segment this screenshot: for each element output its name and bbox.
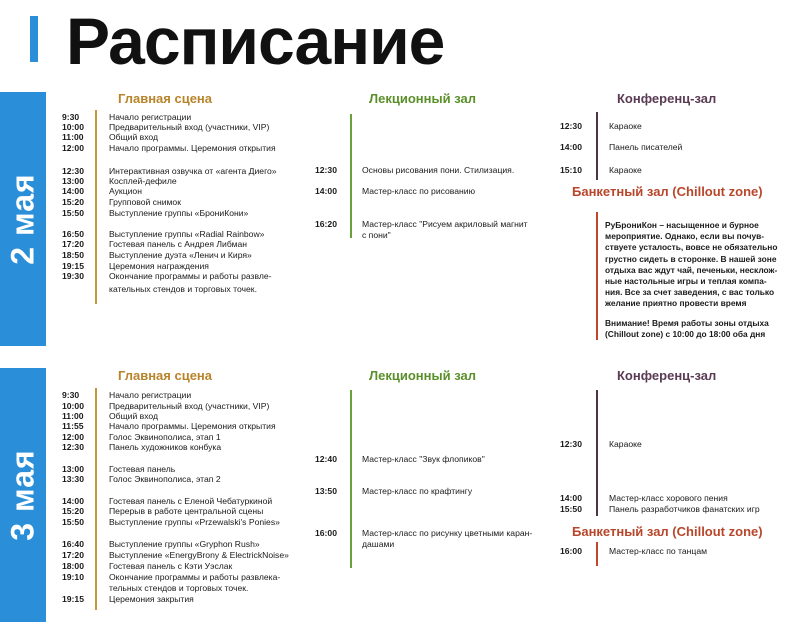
schedule-time: 14:00 <box>62 496 84 506</box>
schedule-event: Аукцион <box>109 186 142 196</box>
schedule-time: 17:20 <box>62 239 84 249</box>
schedule-event: Интерактивная озвучка от «агента Диего» <box>109 166 277 176</box>
schedule-time: 18:00 <box>62 561 84 571</box>
schedule-time: 12:30 <box>62 166 84 176</box>
schedule-event: Гостевая панель с Кэти Уэслак <box>109 561 233 571</box>
schedule-event: Косплей-дефиле <box>109 176 177 186</box>
schedule-event: Начало регистрации <box>109 390 192 400</box>
schedule-time: 12:30 <box>315 165 337 175</box>
banquet-hall-title: Банкетный зал (Chillout zone) <box>572 184 763 199</box>
schedule-event: Панель художников конбука <box>109 442 222 452</box>
schedule-time: 12:00 <box>62 432 84 442</box>
schedule-event: Церемония награждения <box>109 261 209 271</box>
schedule-time: 19:15 <box>62 261 84 271</box>
schedule-time: 19:10 <box>62 572 84 582</box>
schedule-time: 18:50 <box>62 250 84 260</box>
schedule-event: Начало регистрации <box>109 112 192 122</box>
schedule-event: Групповой снимок <box>109 197 181 207</box>
main-stage-divider <box>95 388 97 610</box>
description-line: мероприятие. Однако, если вы почув- <box>605 231 765 242</box>
schedule-event: Окончание программы и работы развлека- <box>109 572 281 582</box>
schedule-event: Общий вход <box>109 411 159 421</box>
schedule-event: Церемония закрытия <box>109 594 194 604</box>
schedule-time: 15:50 <box>62 517 84 527</box>
schedule-time: 15:20 <box>62 506 84 516</box>
lecture-hall-divider <box>350 390 352 568</box>
schedule-time: 16:00 <box>315 528 337 538</box>
schedule-time: 11:00 <box>62 132 84 142</box>
schedule-time: 15:10 <box>560 165 582 175</box>
description-line: грустно сидеть в сторонке. В нашей зоне <box>605 253 777 264</box>
schedule-event: Караоке <box>609 439 642 449</box>
schedule-time: 13:30 <box>62 474 84 484</box>
schedule-time: 13:00 <box>62 464 84 474</box>
schedule-time: 15:50 <box>560 504 582 514</box>
schedule-event: Гостевая панель с Еленой Чебатуркиной <box>109 496 273 506</box>
schedule-time: 13:50 <box>315 486 337 496</box>
schedule-time: 19:15 <box>62 594 84 604</box>
schedule-event: дашами <box>362 539 395 549</box>
main-stage-title: Главная сцена <box>118 91 213 106</box>
main-stage-title: Главная сцена <box>118 368 213 383</box>
chillout-zone-description <box>605 220 791 340</box>
schedule-time: 16:50 <box>62 229 84 239</box>
schedule-time: 10:00 <box>62 401 84 411</box>
schedule-time: 19:30 <box>62 271 84 281</box>
schedule-event: Гостевая панель с Андрея Либман <box>109 239 247 249</box>
schedule-event: Мастер-класс по рисованию <box>362 186 476 196</box>
description-line: (Chillout zone) с 10:00 до 18:00 оба дня <box>605 328 766 339</box>
schedule-time: 9:30 <box>62 390 80 400</box>
conference-hall-title: Конференц-зал <box>617 368 717 383</box>
schedule-event: Мастер-класс хорового пения <box>609 493 728 503</box>
schedule-time: 12:40 <box>315 454 337 464</box>
schedule-time: 14:00 <box>62 186 84 196</box>
schedule-event: Выступление группы «Gryphon Rush» <box>109 539 260 549</box>
schedule-event: Выступление группы «Radial Rainbow» <box>109 229 265 239</box>
schedule-event: с пони" <box>362 230 391 240</box>
schedule-time: 10:00 <box>62 122 84 132</box>
schedule-time: 11:55 <box>62 421 84 431</box>
schedule-time: 16:40 <box>62 539 84 549</box>
day-label: 2 мая <box>4 173 41 265</box>
schedule-time: 16:00 <box>560 546 582 556</box>
schedule-event: Выступление группы «БрониКони» <box>109 208 249 218</box>
lecture-hall-title: Лекционный зал <box>369 368 476 383</box>
day-label: 3 мая <box>4 449 41 541</box>
description-line <box>605 310 791 318</box>
schedule-event: Панель разработчиков фанатских игр <box>609 504 760 514</box>
schedule-time: 14:00 <box>560 493 582 503</box>
schedule-event: Начало программы. Церемония открытия <box>109 143 276 153</box>
description-line: ния. Все за счет заведения, с вас только <box>605 287 775 298</box>
schedule-event: Выступление «EnergyBrony & ElectrickNoise» <box>109 550 289 560</box>
schedule-event: тельных стендов и торговых точек. <box>109 583 249 593</box>
schedule-time: 14:00 <box>315 186 337 196</box>
schedule-event: Окончание программы и работы развле- <box>109 271 272 281</box>
lecture-hall-divider <box>350 114 352 238</box>
schedule-event: Караоке <box>609 165 642 175</box>
schedule-time: 15:20 <box>62 197 84 207</box>
schedule-time: 13:00 <box>62 176 84 186</box>
schedule-event: Начало программы. Церемония открытия <box>109 421 276 431</box>
title-accent-bar <box>30 16 38 62</box>
schedule-event: Гостевая панель <box>109 464 176 474</box>
schedule-event: Основы рисования пони. Стилизация. <box>362 165 515 175</box>
schedule-event: Мастер-класс "Звук флопиков" <box>362 454 485 464</box>
day-band-may-2 <box>0 92 46 346</box>
schedule-event: Голос Эквинополиса, этап 2 <box>109 474 221 484</box>
schedule-time: 17:20 <box>62 550 84 560</box>
conference-hall-divider <box>596 390 598 516</box>
schedule-time: 12:30 <box>560 439 582 449</box>
description-line: ствуете усталость, вовсе не обязательно <box>605 242 778 253</box>
schedule-time: 15:50 <box>62 208 84 218</box>
schedule-event: Мастер-класс по крафтингу <box>362 486 473 496</box>
conference-hall-title: Конференц-зал <box>617 91 717 106</box>
schedule-time: 14:00 <box>560 142 582 152</box>
description-line: Внимание! Время работы зоны отдыха <box>605 317 769 328</box>
description-line: отдыха вас ждут чай, печеньки, несклож- <box>605 264 778 275</box>
schedule-event: Мастер-класс по танцам <box>609 546 708 556</box>
banquet-hall-divider <box>596 212 598 340</box>
description-line: желание приятно провести время <box>605 298 747 309</box>
description-line: ные настольные игры и теплая компа- <box>605 276 767 287</box>
schedule-event: Предварительный вход (участники, VIP) <box>109 401 270 411</box>
schedule-event: Караоке <box>609 121 642 131</box>
schedule-time: 12:30 <box>560 121 582 131</box>
schedule-event: Перерыв в работе центральной сцены <box>109 506 264 516</box>
banquet-hall-title: Банкетный зал (Chillout zone) <box>572 524 763 539</box>
schedule-event: Мастер-класс по рисунку цветными каран- <box>362 528 533 538</box>
main-stage-divider <box>95 110 97 304</box>
schedule-event: Панель писателей <box>609 142 683 152</box>
schedule-event: Выступление группы «Przewalski's Ponies» <box>109 517 280 527</box>
schedule-time: 16:20 <box>315 219 337 229</box>
schedule-event: Выступление дуэта «Ленич и Киря» <box>109 250 252 260</box>
day-band-may-3 <box>0 368 46 622</box>
schedule-event: Мастер-класс "Рисуем акриловый магнит <box>362 219 528 229</box>
description-line: РуБрониКон – насыщенное и бурное <box>605 220 759 230</box>
schedule-time: 11:00 <box>62 411 84 421</box>
banquet-hall-divider <box>596 542 598 566</box>
schedule-time: 12:00 <box>62 143 84 153</box>
schedule-event: кательных стендов и торговых точек. <box>109 284 257 294</box>
schedule-event: Общий вход <box>109 132 159 142</box>
schedule-time: 9:30 <box>62 112 80 122</box>
page-title: Расписание <box>66 4 445 78</box>
schedule-event: Голос Эквинополиса, этап 1 <box>109 432 221 442</box>
lecture-hall-title: Лекционный зал <box>369 91 476 106</box>
conference-hall-divider <box>596 112 598 180</box>
schedule-time: 12:30 <box>62 442 84 452</box>
schedule-event: Предварительный вход (участники, VIP) <box>109 122 270 132</box>
